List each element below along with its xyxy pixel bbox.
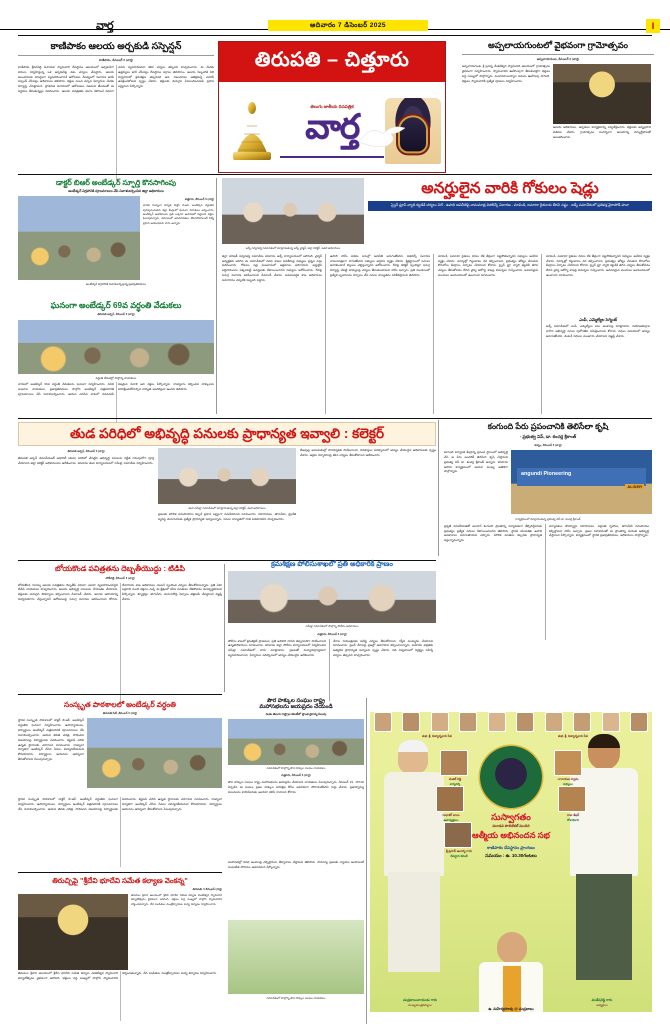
masthead-tagline: తెలుగు జాతీయ దినపత్రిక: [310, 104, 354, 109]
advert-face-0-role: కార్యదర్శి: [449, 782, 461, 786]
tuda-headline: తుడ పరిధిలో అభివృద్ధి పనులకు ప్రాధాన్యత ఇవ్వాలి : కలెక్టర్: [18, 422, 436, 446]
civil-rights-subhead: రెండు తెలుగు రాష్ట్రాల కమిటీలో ప్రాంత వైరావ్య పిలుపు: [265, 711, 327, 716]
kangundi-subhead: - ప్రభుత్వ విప్, డా. కంచర్ల శ్రీకాంత్: [519, 433, 577, 439]
advert-centre-text: [436, 824, 586, 860]
tuda-dateline: తిరుపతి అర్బన్, డిసెంబర్ 6 (వార్త): [67, 449, 105, 454]
vrule-1: [216, 178, 217, 414]
date-strip: ఆదివారం 7 డిసెంబర్ 2025: [268, 20, 428, 31]
advert-name-right: ముకేషరెడ్డి గారు: [591, 998, 613, 1002]
article-village-fest: [462, 40, 654, 162]
divider-2: [18, 418, 652, 419]
gokulam-headline: అనర్హులైన వారికి గోకులం షెడ్లు: [421, 180, 599, 197]
tirucchi-headline: తిరుచ్చిపై "శ్రీదేవి భూదేవి సమేత కల్యాణ వెంకన్న": [52, 876, 188, 885]
article-ambedkar-69: [18, 300, 214, 422]
advert-face-0: [440, 750, 468, 776]
ambedkar-statue-body: భారత రాజ్యాంగ నిర్మాత డాక్టర్ బి.ఆర్. అంబేడ్కర్ వర్ధంతిని పురస్కరించుకుని జిల్లా కేంద్రంలో ఘనంగా నివాళులు అర్పించారు. అంబేడ్కర్ ఆశయాలను ప్రతి ఒక్కరూ ఆచరణలో పెట్టాలని వక్తలు పిలుపునిచ్చారు. సమాజంలో అసమానతలు తొలగిపోవాలంటే విద్యే ప్రధాన ఆయుధమని వారు అన్నారు.: [143, 204, 214, 225]
police-photo: [228, 571, 436, 623]
tirucchi-dateline: తిరుపతి, 6 డిసెంబర్ (వార్త): [192, 887, 222, 892]
vrule-3: [224, 564, 225, 692]
advert-welcome: సుస్వాగతం: [491, 812, 531, 822]
region-title: తిరుపతి – చిత్తూరు: [219, 42, 445, 82]
gokulam-photo-caption: జడ్పీ సర్వసభ్య సమావేశంలో మాట్లాడుతున్న జడ్పీ ఛైర్మన్, జిల్లా కలెక్టర్, ఇతర అధికారులు: [245, 245, 341, 250]
top-bar: [0, 0, 670, 30]
gokulam-col2: ఉపాధి హామీ పథకం పనుల్లో అవినీతి జరుగుతోందని, విజిలెన్స్ విచారణ నామమాత్రంగా సాగుతోందని సభ్యులు ఆగ్రహం వ్యక్తం చేశారు. క్షేత్రస్థాయిలో పనులు జరగకుండానే బిల్లులు చెల్లిస్తున్నారని ఆరోపించారు. దీనిపై కలెక్టర్ స్పందిస్తూ సమగ్ర దర్యాప్తు చేపట్టి బాధ్యులపై చర్యలు తీసుకుంటామని హామీ ఇచ్చారు. ప్రతి మండలంలో ప్రత్యేక బృందాలను ఏర్పాటు చేసి పనుల నాణ్యతను పరిశీలిస్తామని తెలిపారు.: [330, 254, 434, 414]
advert-face-2: [436, 786, 464, 812]
advert-sub-right: అధ్యక్షులు: [596, 1003, 608, 1007]
advert-face-0-name: వెంకట్ రెడ్డి: [448, 777, 462, 781]
gopuram-icon: [225, 100, 279, 162]
boyakonda-headline: బోయకొండ పవిత్రతను దెబ్బతీయొద్దు : టిడిపి: [54, 564, 186, 573]
vrule-2: [438, 420, 439, 556]
kangundi-col2: ప్రకృతి రమణీయతతో అలరారే కంగుంది ప్రాంతాన్ని పర్యాటకంగా తీర్చిదిద్దేందుకు ప్రభుత్వం ప్రత్యేక నిధులు కేటాయించిందని తెలిపారు. స్థానిక యువతకు ఉపాధి అవకాశాలు పెరుగుతాయని చెప్పారు. మౌలిక వసతుల కల్పనకు ప్రాధాన్యత ఇస్తున్నామన్నారు.: [444, 524, 546, 640]
civil-rights-photo: [228, 719, 364, 765]
sanskrit-headline: సంస్కృత పాఠశాలలో అంబేడ్కర్ వర్ధంతి: [64, 700, 176, 709]
article-boyakonda: [18, 564, 222, 703]
tuda-col2: ప్రజలకు మౌలిక సదుపాయాల కల్పనే ప్రధాన లక్ష్యంగా పనిచేయాలని సూచించారు. రహదారులు, తాగునీరు, డ్రైనేజీ వ్యవస్థ మెరుగుదలకు ప్రత్యేక ప్రాధాన్యత ఇవ్వాలన్నారు. పనుల నాణ్యతలో రాజీ పడకూడదని హెచ్చరించారు.: [158, 511, 296, 521]
gokulam-col1: జిల్లా పరిషత్ సర్వసభ్య సమావేశం శనివారం జడ్పీ కార్యాలయంలో జరిగింది. చైర్మన్ అధ్యక్షతన జరిగిన ఈ సమావేశంలో వివిధ శాఖల పనితీరుపై సభ్యులు ప్రశ్నల వర్షం కురిపించారు. గోకులం షెడ్ల మంజూరులో అక్రమాలు జరిగాయని, అర్హులైన లబ్ధిదారులను పక్కనపెట్టి అనర్హులకు కేటాయించారని సభ్యులు ఆరోపించారు. దీనిపై సమగ్ర విచారణ జరిపించాలని డిమాండ్ చేశారు. పశుసంవర్ధక శాఖ అధికారులు సమాధానం చెప్పలేక ఇబ్బంది పడ్డారు.: [222, 254, 326, 414]
civil-rights-caption: సమావేశంలో పాల్గొన్న పౌర హక్కుల సంఘం నాయకులు: [266, 766, 326, 770]
police-caption: సమీక్షా సమావేశంలో పాల్గొన్న పోలీసు అధికారులు: [305, 624, 359, 629]
civil-rights-headline-l1: పౌర హక్కుల సంఘం రాష్ట్ర: [267, 698, 325, 704]
tirucchi-photo: [18, 894, 128, 970]
vrule-4: [366, 698, 367, 1024]
masthead: [218, 41, 446, 173]
ambedkar-69-body: నగరంలో అంబేడ్కర్ 69వ వర్ధంతి వేడుకలను ఘనంగా నిర్వహించారు. వివిధ సంఘాల నాయకులు, ప్రజాప్రతినిధులు పాల్గొని అంబేడ్కర్ చిత్రపటానికి పూలమాలలు వేసి నివాళులర్పించారు. ఆయన చూపిన బాటలో నడవడమే నిజమైన నివాళి అని వక్తలు పేర్కొన్నారు. రాజ్యాంగం కల్పించిన హక్కులను పరిరక్షించుకోవాల్సిన బాధ్యత అందరిపైనా ఉందని తెలిపారు.: [18, 382, 214, 396]
advert-title: ఆత్మీయ అభినందన సభ: [472, 830, 550, 840]
gokulam-sidebar-body: జడ్పీ సమావేశంలో ఎంపీ, ఎమ్మెల్యేలు పలు అంశాలపై మాట్లాడారు. నియోజకవర్గాల వారీగా అభివృద్ధి పనుల పురోగతిని సమీక్షించాలని కోరారు. నిధుల విడుదలలో జాప్యం జరుగుతోందని, వెంటనే నిధులు మంజూరు చేయాలని విజ్ఞప్తి చేశారు.: [546, 324, 650, 338]
civil-rights-lower: [228, 920, 364, 1002]
advert-face-2-role: ఉపాధ్యక్షులు: [443, 818, 459, 822]
gokulam-photo: [222, 178, 364, 244]
advert-right-names: [556, 998, 648, 1008]
article-tirucchi: [18, 876, 222, 1021]
masthead-underline: [280, 156, 384, 158]
kanipakam-body: కాణిపాకం శ్రీవరసిద్ధి వినాయక స్వామివారి దేవస్థానం ఆలయంలో అర్చకుడిగా విధులు నిర్వహిస్తున్న ఒక అర్చకుడిపై ఈఓ చర్యలు చేపట్టారు. ఆలయ నిబంధనలకు విరుద్ధంగా వ్యవహరించారనే ఆరోపణల నేపథ్యంలో విచారణ జరిపి సస్పెండ్ చేసినట్లు అధికారులు తెలిపారు. భక్తుల నుంచి వచ్చిన ఫిర్యాదుల మేరకు దర్యాప్తు చేపట్టామని, ప్రాథమిక విచారణలో ఆరోపణలు నిజమని తేలడంతో ఈ నిర్ణయం తీసుకున్నట్లు వివరించారు. ఆలయ పవిత్రతకు భంగం కలిగించే విధంగా ఎవరు వ్యవహరించినా కఠిన చర్యలు తప్పవని హెచ్చరించారు. ఈ మేరకు ఉత్తర్వులు జారీ చేసినట్లు దేవస్థానం వర్గాలు తెలిపాయి. ఆలయ సిబ్బందికి విధి నిర్వహణలో క్రమశిక్షణ తప్పనిసరి అని, నిబంధనలు అతిక్రమిస్తే ఎవరినీ ఉపేక్షించబోమని స్పష్టం చేశారు. భక్తులకు మెరుగైన సేవలందించడమే ప్రధాన లక్ష్యమని పేర్కొన్నారు.: [18, 64, 214, 94]
kangundi-headline: కంగుంది పేరు ప్రపంచానికి తెలిసేలా కృషి: [487, 422, 609, 431]
tuda-photo: [158, 448, 296, 504]
advert-top-note-right: శుభ. శ్రీ. నిత్యాన్నదాన సేవ: [558, 734, 588, 738]
village-fest-headline: అప్పలాయగుంటలో వైభవంగా గ్రామోత్సవం: [488, 40, 628, 50]
article-police: [228, 560, 436, 701]
brand-small: వార్త: [96, 20, 113, 36]
police-col2: నేరాల నియంత్రణకు పటిష్ట చర్యలు తీసుకోవాలని, గస్తీని ముమ్మరం చేయాలని సూచించారు. సైబర్ నేరాలపై ప్రజల్లో అవగాహన కల్పించాలన్నారు. మహిళల భద్రతకు అత్యధిక ప్రాధాన్యత ఇవ్వాలని స్పష్టం చేశారు. విధి నిర్వహణలో నిర్లక్ష్యం వహిస్తే చర్యలు తప్పవని హెచ్చరించారు.: [333, 638, 433, 658]
advert-face-1-role: సభ్యులు: [563, 782, 573, 786]
advert-face-3-role: కోశాధికారి: [567, 818, 579, 822]
village-fest-dateline: అప్పలాయగుంట, డిసెంబర్ 6 (వార్త): [536, 56, 580, 61]
advert-centre-name: [456, 1007, 566, 1012]
kangundi-caption: కార్యక్రమంలో మాట్లాడుతున్న ప్రభుత్వ విప్ డా. కంచర్ల శ్రీకాంత్: [515, 517, 581, 522]
boyakonda-dateline: చౌడేపల్లె, డిసెంబర్ 6 (వార్త): [105, 575, 135, 580]
sanskrit-body: స్థానిక సంస్కృత పాఠశాలలో డాక్టర్ బి.ఆర్. అంబేడ్కర్ వర్ధంతిని ఘనంగా నిర్వహించారు. ఉపాధ్యాయులు, విద్యార్థులు అంబేడ్కర్ చిత్రపటానికి పూలమాలలు వేసి నివాళులర్పించారు. ఆయన జీవిత చరిత్ర, సాధించిన విజయాలపై విద్యార్థులకు వివరించారు. కష్టపడి చదివి ఉన్నత స్థానాలకు ఎదగాలని సూచించారు. రాజ్యాంగ నిర్మాతగా అంబేడ్కర్ చేసిన సేవలు చిరస్మరణీయమని కొనియాడారు. విద్యార్థులు ఆయనను ఆదర్శంగా తీసుకోవాలని పిలుపునిచ్చారు.: [18, 718, 84, 762]
civil-rights-dateline: చిత్తూరు, డిసెంబర్ 6 (వార్త): [281, 773, 311, 778]
article-sanskrit: [18, 700, 222, 867]
village-fest-body2: ఆలయ అధికారులు, అర్చకులు కార్యక్రమాన్ని పర్యవేక్షించారు. భక్తులకు అన్నప్రసాద వితరణ చేశారు. గ్రామోత్సవం సందర్భంగా ఆలయాన్ని విద్యుద్దీపాలతో అలంకరించారు.: [553, 124, 651, 139]
boyakonda-body: బోయకొండ గంగమ్మ ఆలయ పవిత్రతను దెబ్బతీసే విధంగా ఎవరూ వ్యవహరించవద్దని టిడిపి నాయకులు హెచ్చరించారు. ఆలయ అభివృద్ధి పనులను వేగవంతం చేయాలని, భక్తులకు మెరుగైన సౌకర్యాలు కల్పించాలని డిమాండ్ చేశారు. ఆలయ ఆదాయాన్ని దుర్వినియోగం చేస్తున్నారనే ఆరోపణలపై సమగ్ర విచారణ జరిపించాలని కోరారు. దేవాదాయ శాఖ అధికారులు వెంటనే స్పందించి చర్యలు తీసుకోవాలన్నారు. ప్రతి ఏటా లక్షలాది మంది భక్తులు వచ్చే ఈ క్షేత్రంలో కనీస వసతులు లేకపోవడం దురదృష్టకరమని పేర్కొన్నారు. క్యూలైన్లు, తాగునీరు, మరుగుదొడ్ల ఏర్పాటు తక్షణమే చేపట్టాలని విజ్ఞప్తి చేశారు.: [18, 582, 222, 602]
kangundi-photo: angundi Pioneering ALISER: [511, 450, 652, 514]
ambedkar-statue-dateline: చిత్తూరు, డిసెంబర్ 6 (వార్త): [184, 197, 214, 202]
article-kangundi: [444, 422, 652, 640]
advert-face-3-name: రాజు శేఖర్: [566, 813, 580, 817]
advert-time: సమయం : ఉ. 10.30గంటలు: [485, 853, 537, 858]
tirucchi-body: తిరుమల శ్రీవారి ఆలయంలో శ్రీదేవి భూదేవి సమేత కల్యాణ వెంకటేశ్వర స్వామివారి కల్యాణోత్సవం వైభవంగా జరిగింది. భక్తులు పెద్ద సంఖ్యలో పాల్గొని స్వామివారిని దర్శించుకున్నారు. వేద పండితుల మంత్రోచ్ఛారణల మధ్య కల్యాణం నిర్వహించారు.: [131, 894, 222, 906]
civil-rights-body2: మహాసభల్లో వివిధ అంశాలపై చర్చిస్తామని, తీర్మానాలు చేస్తామని తెలిపారు. సామాన్య ప్రజలకు న్యాయం అందాలంటే సంఘటిత పోరాటం అవసరమని పేర్కొన్నారు.: [228, 860, 364, 870]
advert-face-3: [558, 786, 586, 812]
top-rule: [18, 35, 652, 36]
kanipakam-headline: కాణిపాకం ఆలయ అర్చకుడి సస్పెన్షన్: [50, 40, 182, 51]
article-ambedkar-statue: [18, 178, 214, 288]
divider-1: [18, 174, 652, 175]
ambedkar-69-headline: ఘనంగా అంబేడ్కర్ 69వ వర్ధంతి వేడుకలు: [50, 301, 182, 310]
advert-sub-left: ముఖ్యమంత్రివర్యులు: [408, 1003, 432, 1007]
sanskrit-dateline: తిరుపతి సిటీ, డిసెంబర్ 6 (వార్త): [102, 711, 138, 716]
gokulam-col4-top: మామిడి, టమాటా రైతులు ధరలు లేక తీవ్రంగా నష్టపోతున్నారని సభ్యులు ఆవేదన వ్యక్తం చేశారు. మార్కెట్లో గిట్టుబాటు ధర కల్పించాలని, ప్రభుత్వం జోక్యం చేసుకుని కొనుగోలు కేంద్రాలు ఏర్పాటు చేయాలని కోరారు. స్వైన్ ఫ్లూ వ్యాధి కట్టడికి తగిన చర్యలు తీసుకోవడం లేదని వైద్య ఆరోగ్య శాఖపై విమర్శలు గుప్పించారు. అవసరమైన మందులు అందుబాటులో ఉంచాలని సూచించారు.: [546, 253, 650, 278]
divider-5: [18, 872, 222, 873]
police-col1: పోలీసు శాఖలో క్రమశిక్షణే ప్రాణమని, ప్రతి అధికారి దానిని తప్పనిసరిగా పాటించాలని ఉన్నతాధికారులు సూచించారు. శనివారం జిల్లా పోలీసు కార్యాలయంలో నిర్వహించిన సమీక్షా సమావేశంలో వారు మాట్లాడారు. ప్రజలతో మర్యాదపూర్వకంగా వ్యవహరించాలని, ఫిర్యాదుల పరిష్కారంలో జాప్యం చేయొద్దని ఆదేశించారు.: [228, 639, 330, 701]
divider-4: [18, 694, 222, 695]
article-gokulam: [222, 178, 652, 414]
advert-name-center: ఉ. మహేశ్వరరావు @ చంద్రబాబు: [488, 1007, 534, 1011]
dove-icon: [357, 122, 409, 148]
tirucchi-body2: తిరుమల శ్రీవారి ఆలయంలో శ్రీదేవి భూదేవి సమేత కల్యాణ వెంకటేశ్వర స్వామివారి కల్యాణోత్సవం వైభవంగా జరిగింది. భక్తులు పెద్ద సంఖ్యలో పాల్గొని స్వామివారిని దర్శించుకున్నారు. వేద పండితుల మంత్రోచ్ఛారణల మధ్య కల్యాణం నిర్వహించారు.: [18, 971, 217, 980]
police-dateline: చిత్తూరు, డిసెంబర్ 6 (వార్త): [317, 631, 347, 636]
sanskrit-photo: [87, 718, 222, 788]
kangundi-col1: కంగుంది పర్యాటక కేంద్రాన్ని ప్రపంచ స్థాయిలో అభివృద్ధి చేసి ఆ పేరు అందరికీ తెలిసేలా కృషి చేస్తామని ప్రభుత్వ విప్ డా. కంచర్ల శ్రీకాంత్ అన్నారు. శనివారం జరిగిన కార్యక్రమంలో ఆయన ముఖ్య అతిథిగా పాల్గొన్నారు.: [444, 449, 508, 474]
masthead-logo: వార్త: [305, 108, 359, 146]
kangundi-col3: పర్యాటకుల సౌకర్యార్థం రహదారులు, విశ్రాంతి గృహాలు, తాగునీటి సదుపాయం కల్పిస్తామని హామీ ఇచ్చారు. ప్రజల సహకారంతో ఈ ప్రాంతాన్ని మరింత అభివృద్ధి చేస్తామని పేర్కొన్నారు. కార్యక్రమంలో స్థానిక ప్రజాప్రతినిధులు, అధికారులు పాల్గొన్నారు.: [549, 523, 649, 538]
advert-name-left: చంద్రబాబునాయుడు గారు: [402, 998, 438, 1002]
advert-name-mid: శ్రీ ప్రసాద్ ఆచార్య గారు: [446, 849, 472, 853]
ambedkar-statue-caption: అంబేడ్కర్ విగ్రహానికి నివాళులర్పిస్తున్న ప్రజాప్రతినిధులు: [86, 281, 146, 286]
masthead-body: [219, 82, 445, 172]
kangundi-dateline: కుప్పం, డిసెంబర్ 6 (వార్త): [534, 442, 562, 447]
village-fest-photo: [553, 64, 651, 124]
article-civil-rights: [228, 698, 364, 894]
advert-top-portrait-strip: [374, 712, 648, 734]
advert-venue: కాణిపాకం దేవస్థానం ప్రాంగణం: [487, 845, 535, 850]
gokulam-subbar: స్వైన్ ఫ్లూస్ వ్యాధి కట్టడికి చర్యలు నిల్ - ఉపాధి అవినీతిపై నామమాత్ర విజిలెన్స్ విచారణ - మామిడి, టమాటా రైతులకు తీరని నష్టం - జడ్పీ సమావేశంలో ప్రతిపక్ష వైరాపోడే హవా: [368, 201, 652, 211]
advert-political: [370, 712, 652, 1012]
civil-rights-headline-l2: మహాసభలను జయప్రదం చేయండి: [259, 704, 333, 711]
sanskrit-body2: స్థానిక సంస్కృత పాఠశాలలో డాక్టర్ బి.ఆర్. అంబేడ్కర్ వర్ధంతిని ఘనంగా నిర్వహించారు. ఉపాధ్యాయులు, విద్యార్థులు అంబేడ్కర్ చిత్రపటానికి పూలమాలలు వేసి నివాళులర్పించారు. ఆయన జీవిత చరిత్ర, సాధించిన విజయాలపై విద్యార్థులకు వివరించారు. కష్టపడి చదివి ఉన్నత స్థానాలకు ఎదగాలని సూచించారు. రాజ్యాంగ నిర్మాతగా అంబేడ్కర్ చేసిన సేవలు చిరస్మరణీయమని కొనియాడారు. విద్యార్థులు ఆయనను ఆదర్శంగా తీసుకోవాలని పిలుపునిచ్చారు.: [18, 797, 222, 811]
advert-left-names: [374, 998, 466, 1008]
ambedkar-69-caption: వర్ధంతి వేడుకల్లో పాల్గొన్న నాయకులు: [95, 375, 137, 380]
edition-badge: I: [646, 19, 660, 33]
advert-figure-bottom: [473, 932, 549, 1012]
civil-rights-photo-2: [228, 920, 364, 994]
ambedkar-statue-photo: [18, 196, 140, 280]
gokulam-col3: మామిడి, టమాటా రైతులు ధరలు లేక తీవ్రంగా నష్టపోతున్నారని సభ్యులు ఆవేదన వ్యక్తం చేశారు. మార్కెట్లో గిట్టుబాటు ధర కల్పించాలని, ప్రభుత్వం జోక్యం చేసుకుని కొనుగోలు కేంద్రాలు ఏర్పాటు చేయాలని కోరారు. స్వైన్ ఫ్లూ వ్యాధి కట్టడికి తగిన చర్యలు తీసుకోవడం లేదని వైద్య ఆరోగ్య శాఖపై విమర్శలు గుప్పించారు. అవసరమైన మందులు అందుబాటులో ఉంచాలని సూచించారు.: [438, 254, 542, 414]
ambedkar-statue-subhead: అంబేడ్కర్ విగ్రహానికి పూలమాలలు వేసి నివాళులర్పించిన జిల్లా అధికారులు: [68, 189, 164, 194]
gokulam-sidebar-head: ఎంపీ, ఎమ్మెల్యేల సెగ్మెంట్: [579, 317, 617, 323]
advert-line1: మూడవ పొలిటికల్ మందిరి: [492, 824, 530, 828]
advert-face-1: [554, 750, 582, 776]
tuda-col1: తిరుపతి అర్బన్ డెవలప్‌మెంట్ అథారిటీ (తుడ) పరిధిలో చేపట్టిన అభివృద్ధి పనులను నిర్ణీత గడువులోగా పూర్తి చేయాలని జిల్లా కలెక్టర్ అధికారులను ఆదేశించారు. శనివారం తుడ కార్యాలయంలో సమీక్షా సమావేశం నిర్వహించారు.: [18, 456, 154, 466]
tuda-col3: లేఅవుట్ల అనుమతుల్లో పారదర్శకత పాటించాలని, దరఖాస్తుల పరిష్కారంలో జాప్యం చేయొద్దని అధికారులకు స్పష్టం చేశారు. అక్రమ నిర్మాణాలపై కఠిన చర్యలు తీసుకోవాలని ఆదేశించారు.: [300, 448, 436, 458]
police-headline: క్రమశిక్షణ పోలీసుశాఖలో ప్రతి అధికారికీ ప్రాణం: [271, 561, 393, 568]
article-tuda: [18, 422, 436, 578]
ambedkar-69-dateline: తిరుపతి అర్బన్, డిసెంబర్ 6 (వార్త): [97, 312, 135, 317]
ambedkar-statue-headline: డాక్టర్ బిఆర్ అంబేడ్కర్ స్ఫూర్తి కొనసాగింపు: [55, 178, 177, 187]
advert-face-2-name: సుధాకర్ బాబు: [442, 813, 460, 817]
civil-rights-caption-2: సమావేశంలో పాల్గొన్న పౌర హక్కుల సంఘం నాయకులు: [266, 995, 326, 1000]
advert-top-note-left: శుభ. శ్రీ. నిత్యాన్నదాన సేవ: [422, 734, 452, 738]
civil-rights-body: పౌర హక్కుల సంఘం రాష్ట్ర మహాసభలను జయప్రదం చేయాలని నాయకులు పిలుపునిచ్చారు. డిసెంబర్ 23, 1973న ఏర్పడిన ఈ సంఘం ప్రజల హక్కుల పరిరక్షణ కోసం అవిరళంగా పోరాడుతోందని గుర్తు చేశారు. ప్రజాస్వామ్య విలువలను కాపాడేందుకు అందరూ కలిసి రావాలని కోరారు.: [228, 780, 364, 794]
advert-face-1-name: నారాయణ స్వామి: [557, 777, 579, 781]
advert-deity-medallion: [480, 746, 542, 808]
tuda-caption: తుడ సమీక్షా సమావేశంలో మాట్లాడుతున్న జిల్లా కలెక్టర్, తుడ అధికారులు: [188, 505, 266, 510]
advert-sub-mid: దేవస్థాన కమిటీ: [450, 854, 468, 858]
kanipakam-dateline: కాణిపాకం, డిసెంబర్ 6 (వార్త): [98, 57, 134, 62]
village-fest-body: అప్పలాయగుంట శ్రీ ప్రసన్న వేంకటేశ్వర స్వామివారి ఆలయంలో గ్రామోత్సవం వైభవంగా నిర్వహించారు. స్వామివారిని ఊరేగింపుగా తీసుకువెళ్లగా భక్తులు పెద్ద సంఖ్యలో పాల్గొన్నారు. మంగళవాయిద్యాల నడుమ ఊరేగింపు సాగింది. భక్తులు స్వామివారికి ప్రత్యేక పూజలు నిర్వహించారు.: [462, 63, 550, 83]
article-kanipakam: [18, 40, 214, 181]
ambedkar-69-photo: [18, 320, 214, 374]
